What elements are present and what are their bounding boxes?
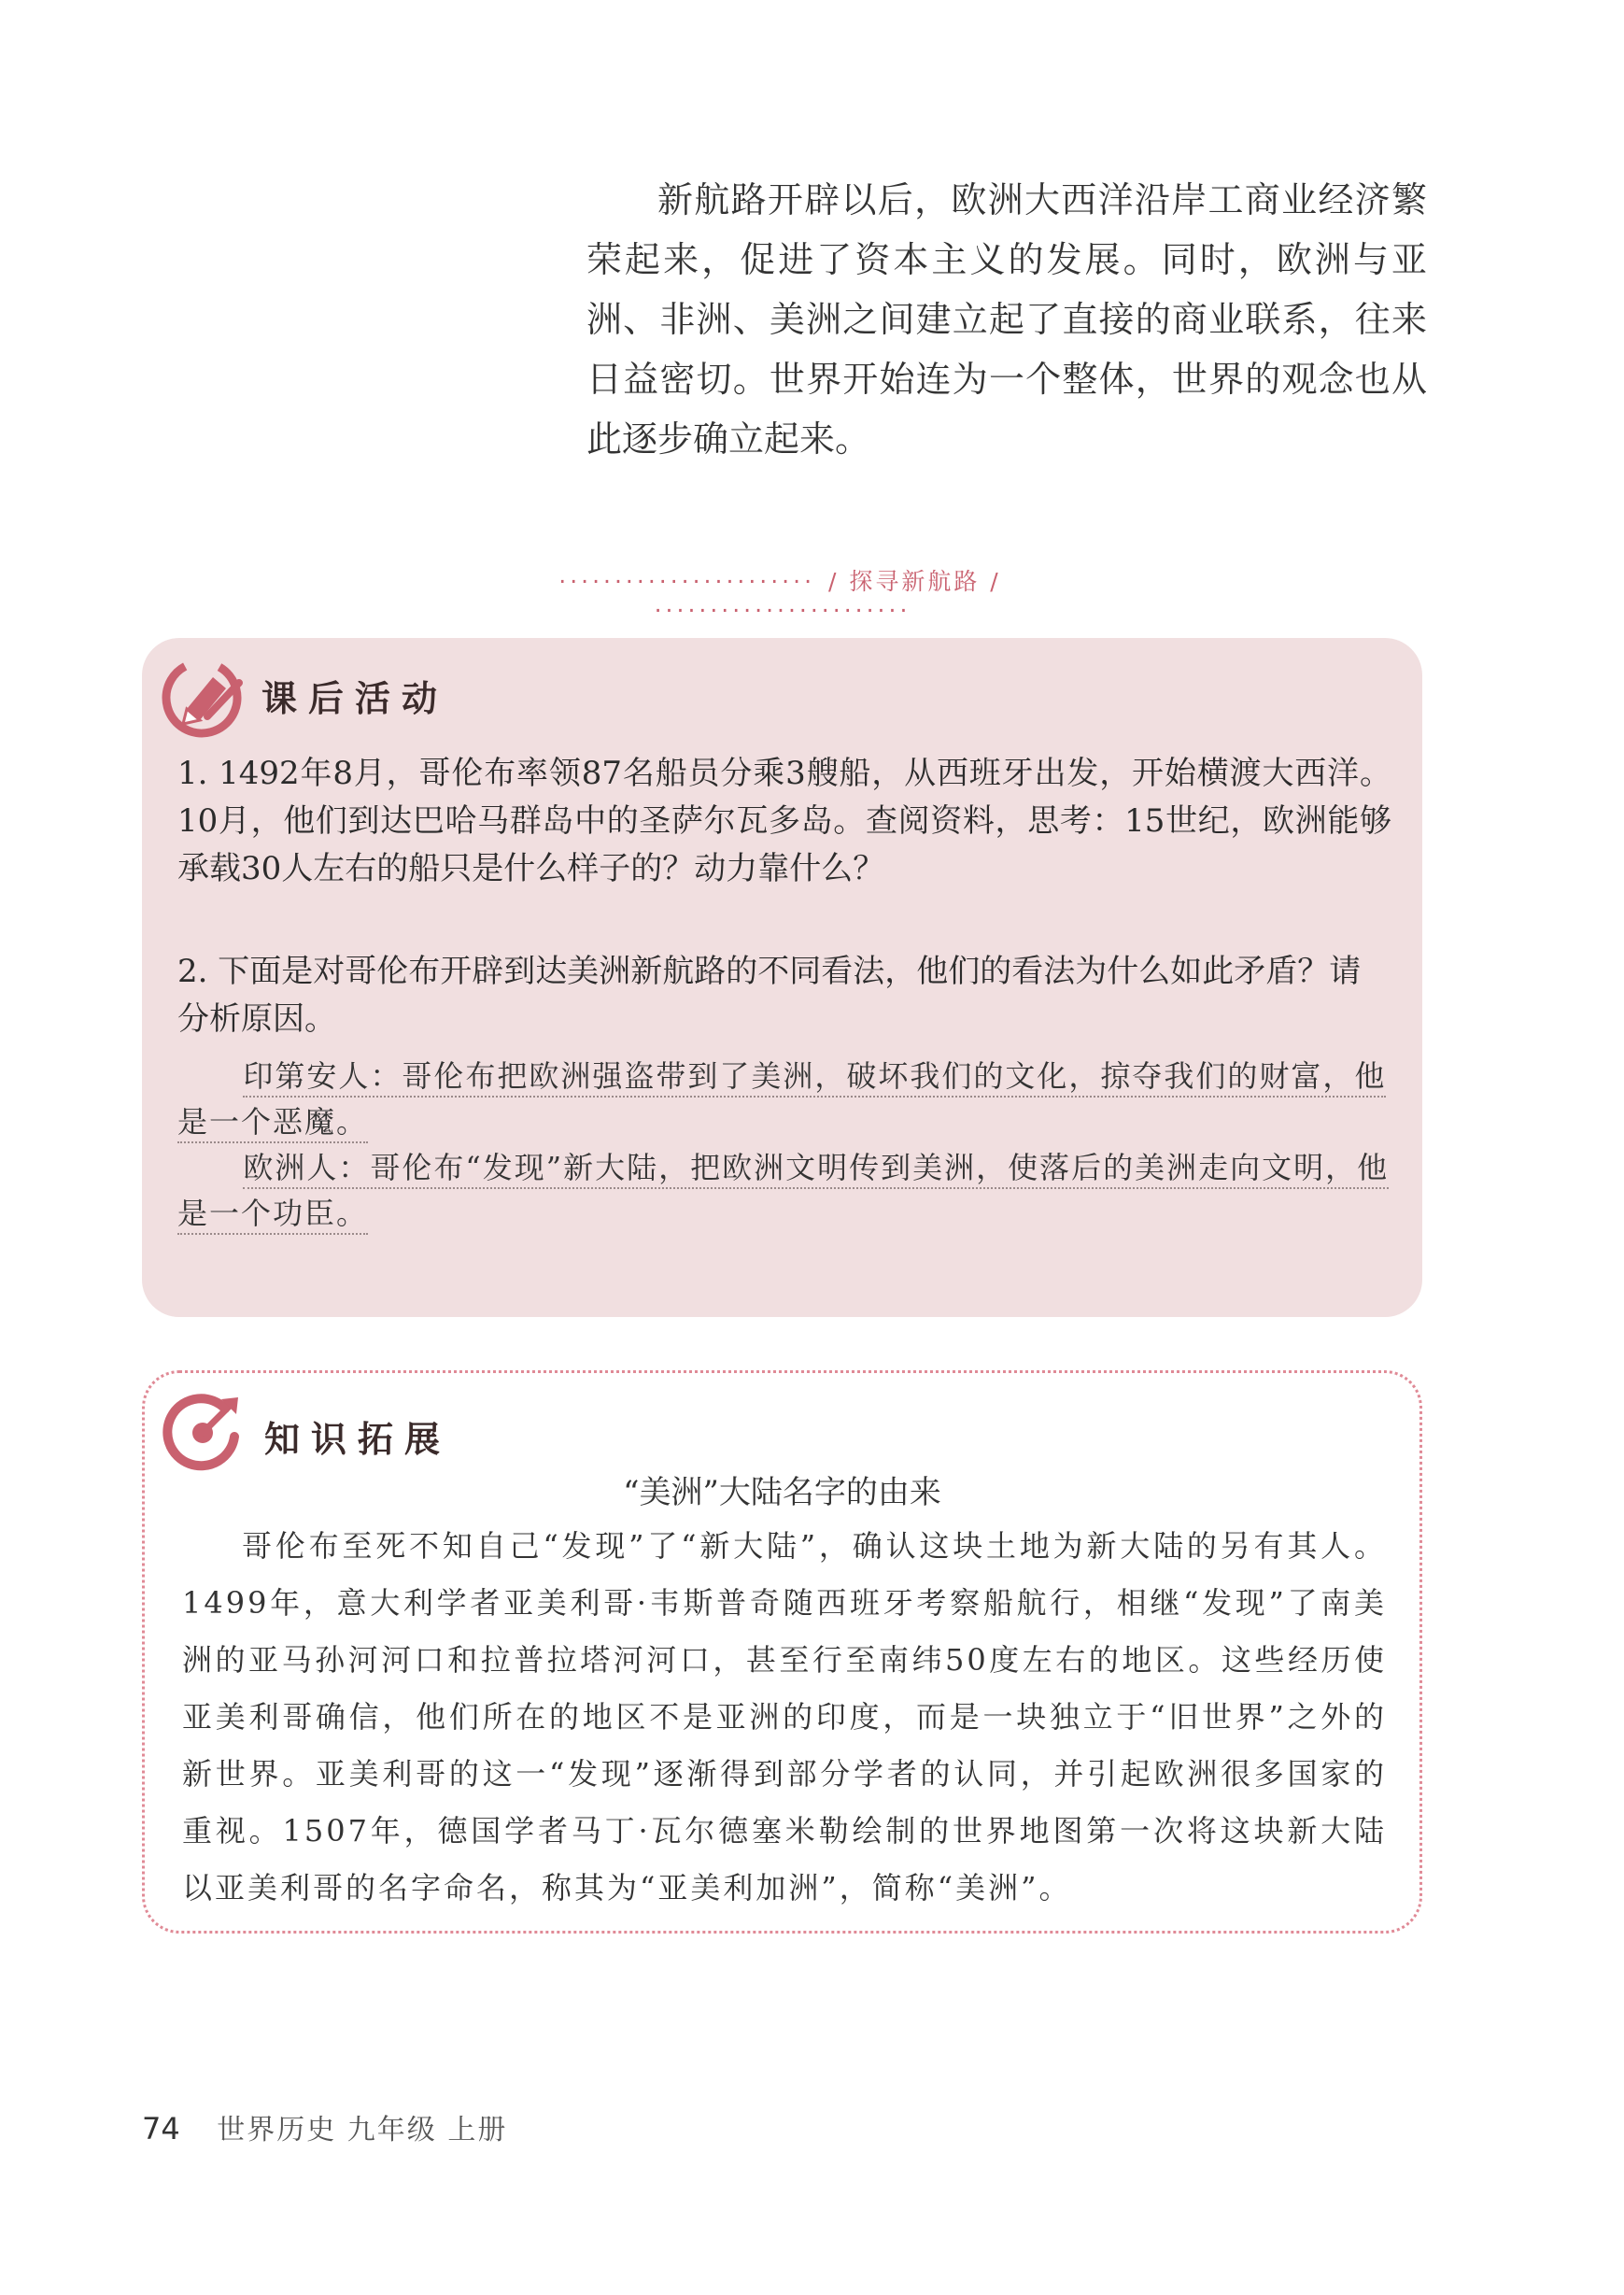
quote-european-text: 欧洲人：哥伦布“发现”新大陆，把欧洲文明传到美洲，使落后的美洲走向文明，他是一个功臣。 — [177, 1150, 1389, 1235]
book-title: 世界历史 九年级 上册 — [217, 2114, 508, 2146]
intro-section — [586, 170, 1427, 469]
quote-european — [177, 1145, 1391, 1237]
activity-question-2: 2. 下面是对哥伦布开辟到达美洲新航路的不同看法，他们的看法为什么如此矛盾？请分析原因。 — [177, 953, 1362, 1038]
page-footer — [142, 2106, 507, 2147]
activity-title: 课后活动 — [261, 678, 449, 719]
divider-dots-right: ······················· — [654, 597, 911, 624]
pencil-check-icon — [159, 655, 245, 741]
intro-paragraph: 新航路开辟以后，欧洲大西洋沿岸工商业经济繁荣起来，促进了资本主义的发展。同时，欧洲与亚洲、非洲、美洲之间建立起了直接的商业联系，往来日益密切。世界开始连为一个整体，世界的观念也从此逐步确立起来。 — [586, 179, 1427, 460]
arrow-target-icon — [160, 1388, 246, 1474]
after-class-activity-box — [142, 638, 1422, 1317]
section-divider — [456, 563, 1109, 624]
knowledge-body — [182, 1518, 1387, 1917]
knowledge-paragraph: 哥伦布至死不知自己“发现”了“新大陆”，确认这块土地为新大陆的另有其人。1499年，意大利学者亚美利哥·韦斯普奇随西班牙考察船航行，相继“发现”了南美洲的亚马孙河河口和拉普拉塔河河口，甚至行至南纬50度左右的地区。这些经历使亚美利哥确信，他们所在的地区不是亚洲的印度，而是一块独立于“旧世界”之外的新世界。亚美利哥的这一“发现”逐渐得到部分学者的认同，并引起欧洲很多国家的重视。1507年，德国学者马丁·瓦尔德塞米勒绘制的世界地图第一次将这块新大陆以亚美利哥的名字命名，称其为“亚美利加洲”，简称“美洲”。 — [182, 1528, 1387, 1905]
divider-dots-left: ······················· — [558, 568, 816, 595]
divider-label: / 探寻新航路 / — [827, 568, 1001, 595]
knowledge-title: 知识拓展 — [264, 1419, 452, 1460]
quote-indian — [177, 1054, 1391, 1145]
knowledge-extension-box — [142, 1370, 1422, 1934]
page-number: 74 — [142, 2111, 180, 2146]
knowledge-heading: “美洲”大陆名字的由来 — [623, 1474, 941, 1511]
activity-question-1: 1. 1492年8月，哥伦布率领87名船员分乘3艘船，从西班牙出发，开始横渡大西洋。10月，他们到达巴哈马群岛中的圣萨尔瓦多岛。查阅资料，思考：15世纪，欧洲能够承载30人左右的船只是什么样子的？动力靠什么？ — [177, 755, 1391, 887]
quote-indian-text: 印第安人：哥伦布把欧洲强盗带到了美洲，破坏我们的文化，掠夺我们的财富，他是一个恶魔。 — [177, 1058, 1386, 1143]
